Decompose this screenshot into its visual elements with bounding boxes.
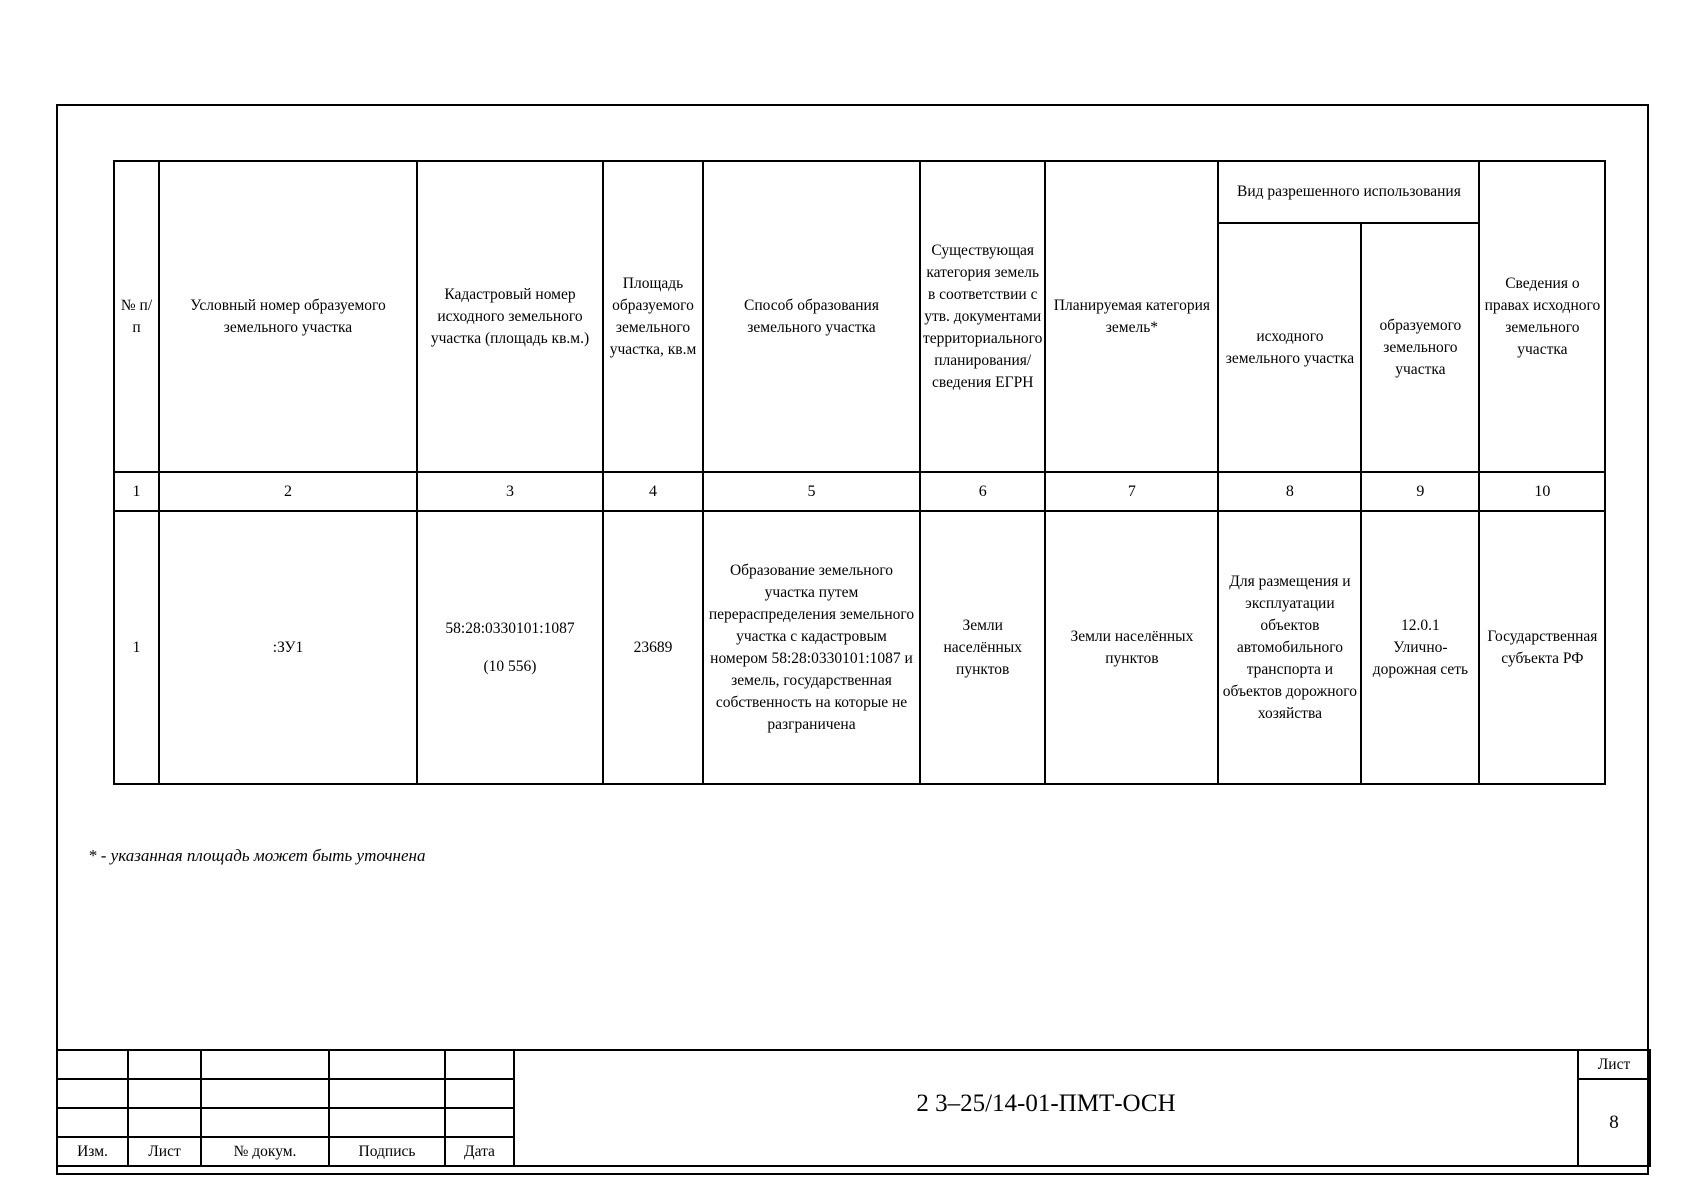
stamp-cell xyxy=(201,1108,329,1137)
header-rights: Сведения о правах исходного земельного участка xyxy=(1479,161,1605,472)
cell-num: 1 xyxy=(114,511,159,784)
stamp-cell xyxy=(329,1050,445,1079)
header-planned-category: Планируемая категория земель* xyxy=(1045,161,1218,472)
stamp-cell xyxy=(329,1108,445,1137)
header-area: Площадь образуемого земельного участка, кв.м xyxy=(603,161,703,472)
stamp-label-change: Изм. xyxy=(57,1137,128,1166)
stamp-label-date: Дата xyxy=(445,1137,514,1166)
title-block xyxy=(56,1049,1651,1167)
stamp-cell xyxy=(128,1108,201,1137)
col-number: 6 xyxy=(920,472,1045,511)
use-formed-code: 12.0.1 xyxy=(1401,616,1440,634)
stamp-cell xyxy=(201,1079,329,1108)
cell-cond-num: :ЗУ1 xyxy=(159,511,417,784)
col-number: 8 xyxy=(1218,472,1361,511)
col-number: 7 xyxy=(1045,472,1218,511)
header-cond-num: Условный номер образуемого земельного участка xyxy=(159,161,417,472)
header-use-formed: образуемого земельного участка xyxy=(1361,223,1479,472)
header-num: № п/п xyxy=(114,161,159,472)
stamp-cell xyxy=(201,1050,329,1079)
footnote: * - указанная площадь может быть уточнена xyxy=(88,846,426,865)
stamp-cell xyxy=(57,1079,128,1108)
cell-existing-category: Земли населённых пунктов xyxy=(920,511,1045,784)
stamp-cell xyxy=(57,1050,128,1079)
cell-cadastral xyxy=(417,511,603,784)
header-cadastral: Кадастровый номер исходного земельного участка (площадь кв.м.) xyxy=(417,161,603,472)
sheet-label: Лист xyxy=(1578,1050,1650,1079)
col-number: 9 xyxy=(1361,472,1479,511)
cell-method: Образование земельного участка путем перераспределения земельного участка с кадастровым номером 58:28:0330101:1087 и земель, государственная собственность на которые не разграничена xyxy=(703,511,920,784)
stamp-cell xyxy=(445,1050,514,1079)
stamp-cell xyxy=(445,1079,514,1108)
stamp-label-signature: Подпись xyxy=(329,1137,445,1166)
table-row xyxy=(114,511,1605,784)
use-formed-name: Улично-дорожная сеть xyxy=(1372,638,1469,678)
header-use-source: исходного земельного участка xyxy=(1218,223,1361,472)
header-method: Способ образования земельного участка xyxy=(703,161,920,472)
document-code-cell xyxy=(514,1050,1578,1166)
cadastral-number: 58:28:0330101:1087 xyxy=(445,619,575,637)
cadastral-area: (10 556) xyxy=(483,657,537,675)
document-code: 2 3–25/14-01-ПМТ-ОСН xyxy=(916,1090,1176,1117)
cell-rights: Государственная субъекта РФ xyxy=(1479,511,1605,784)
header-existing-category: Существующая категория земель в соответствии с утв. документами территориального планирования/сведения ЕГРН xyxy=(920,161,1045,472)
stamp-label-doc: № докум. xyxy=(201,1137,329,1166)
stamp-cell xyxy=(128,1079,201,1108)
cell-area: 23689 xyxy=(603,511,703,784)
header-use-type: Вид разрешенного использования xyxy=(1218,161,1479,223)
cell-use-formed xyxy=(1361,511,1479,784)
col-number: 4 xyxy=(603,472,703,511)
cell-planned-category: Земли населённых пунктов xyxy=(1045,511,1218,784)
stamp-cell xyxy=(128,1050,201,1079)
stamp-cell xyxy=(445,1108,514,1137)
stamp-cell xyxy=(57,1108,128,1137)
sheet-number: 8 xyxy=(1578,1079,1650,1166)
col-number: 10 xyxy=(1479,472,1605,511)
cell-use-source: Для размещения и эксплуатации объектов автомобильного транспорта и объектов дорожного хозяйства xyxy=(1218,511,1361,784)
col-number: 3 xyxy=(417,472,603,511)
col-number: 1 xyxy=(114,472,159,511)
stamp-label-sheet: Лист xyxy=(128,1137,201,1166)
land-plot-table xyxy=(113,160,1606,785)
col-number: 5 xyxy=(703,472,920,511)
stamp-cell xyxy=(329,1079,445,1108)
col-number: 2 xyxy=(159,472,417,511)
